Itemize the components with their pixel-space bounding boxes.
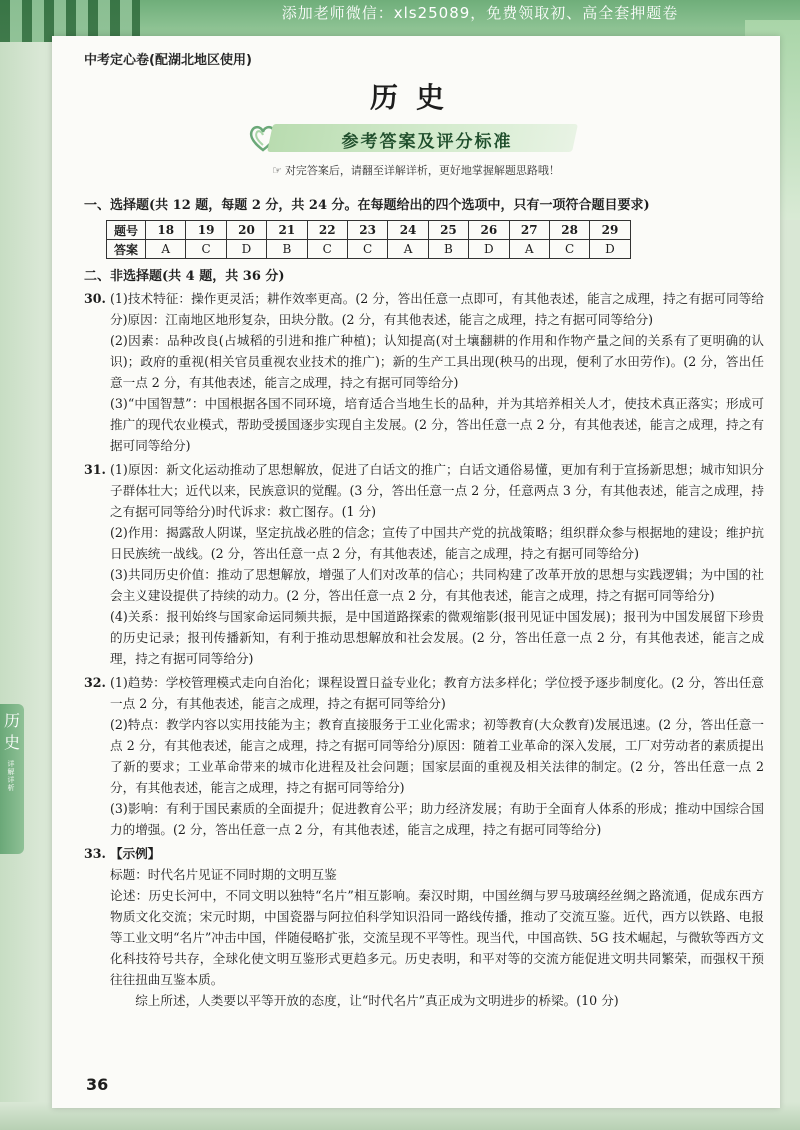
question-number: 22 [307, 221, 347, 240]
answer-cell: A [388, 240, 428, 259]
answer-cell: C [307, 240, 347, 259]
question-number-label: 31. [84, 462, 106, 477]
reading-tip [52, 162, 780, 178]
table-row [107, 221, 631, 240]
answer-paragraph: (3)影响：有利于国民素质的全面提升；促进教育公平；助力经济发展；有助于全面育人体系的形成；推动中国综合国力的增强。(2 分，答出任意一点 2 分，有其他表述，能言之成理，持之有据可同等给分) [110, 801, 764, 837]
question-33 [84, 843, 764, 1011]
answer-paragraph: (2)作用：揭露敌人阴谋，坚定抗战必胜的信念；宣传了中国共产党的抗战策略；组织群众参与根据地的建设；维护抗日民族统一战线。(2 分，答出任意一点 2 分，有其他表述，能言之成理，持之有据可同等给分) [110, 525, 764, 561]
answer-cell: A [509, 240, 549, 259]
nonchoice-section-title: 二、非选择题(共 4 题，共 36 分) [84, 269, 285, 284]
answer-cell: D [226, 240, 266, 259]
answer-paragraph: (1)趋势：学校管理模式走向自治化；课程设置日益专业化；教育方法多样化；学位授予逐步制度化。(2 分，答出任意一点 2 分，有其他表述，能言之成理，持之有据可同等给分) [110, 675, 764, 711]
question-number: 18 [146, 221, 186, 240]
answers-body [84, 288, 764, 1011]
answer-page [52, 36, 780, 1108]
answer-cell: B [267, 240, 307, 259]
question-31 [84, 459, 764, 669]
question-number: 19 [186, 221, 226, 240]
question-number: 27 [509, 221, 549, 240]
table-header-cell: 答案 [107, 240, 146, 259]
page-number: 36 [86, 1075, 109, 1094]
question-number: 24 [388, 221, 428, 240]
answer-table [106, 220, 631, 259]
pointing-hand-icon: ☞ [272, 164, 282, 177]
answer-paragraph: (3)“中国智慧”：中国根据各国不同环境，培育适合当地生长的品种，并为其培养相关人才，使技术真正落实；形成可推广的现代农业模式，帮助受援国逐步实现自主发展。(2 分，答出任意一点 2 分，有其他表述，能言之成理，持之有据可同等给分) [110, 396, 764, 453]
answer-cell: A [146, 240, 186, 259]
question-number: 28 [549, 221, 589, 240]
question-30 [84, 288, 764, 456]
essay-title: 标题：时代名片见证不同时期的文明互鉴 [110, 867, 337, 882]
answer-cell: D [590, 240, 630, 259]
left-decoration [0, 42, 40, 1102]
series-title: 中考定心卷(配湖北地区使用) [84, 53, 252, 68]
question-number-label: 32. [84, 675, 106, 690]
page-title: 历史 [369, 81, 462, 114]
question-number: 21 [267, 221, 307, 240]
banner-title: 参考答案及评分标准 [341, 132, 513, 152]
answer-cell: C [186, 240, 226, 259]
question-number: 23 [347, 221, 387, 240]
example-label: 【示例】 [110, 846, 161, 861]
table-row [107, 240, 631, 259]
essay-conclusion: 综上所述，人类要以平等开放的态度，让“时代名片”真正成为文明进步的桥梁。(10 分) [135, 993, 619, 1008]
answer-cell: B [428, 240, 468, 259]
answer-paragraph: (1)原因：新文化运动推动了思想解放，促进了白话文的推广；白话文通俗易懂，更加有利于宣扬新思想；城市知识分子群体壮大；近代以来，民族意识的觉醒。(3 分，答出任意一点 2 分，任意两点 3 分，有其他表述，能言之成理，持之有据可同等给分)时代诉求：救亡图存。(1 分) [110, 462, 764, 519]
answer-cell: C [347, 240, 387, 259]
answer-paragraph: (2)因素：品种改良(占城稻的引进和推广种植)；认知提高(对土壤翻耕的作用和作物产量之间的关系有了更明确的认识)；政府的重视(相关官员重视农业技术的推广)；新的生产工具出现(秧马的出现，便利了水田劳作)。(2 分，答出任意一点 2 分，有其他表述，能言之成理，持之有据可同等给分) [110, 333, 764, 390]
watermark-text: 添加老师微信：xls25089，免费领取初、高全套押题卷 [281, 4, 679, 22]
question-number: 25 [428, 221, 468, 240]
essay-body: 论述：历史长河中，不同文明以独特“名片”相互影响。秦汉时期，中国丝绸与罗马玻璃经丝绸之路流通，促成东西方物质文化交流；宋元时期，中国瓷器与阿拉伯科学知识沿同一路线传播，推动了交流互鉴。近代，西方以铁路、电报等工业文明“名片”冲击中国，伴随侵略扩张，交流呈现不平等性。现当代，中国高铁、5G 技术崛起，与微软等西方文化科技符号共存，全球化使文明互鉴形式更趋多元。历史表明，和平对等的交流方能促进文明共同繁荣，而强权干预往往扭曲互鉴本质。 [110, 888, 764, 987]
question-32 [84, 672, 764, 840]
answer-paragraph: (1)技术特征：操作更灵活；耕作效率更高。(2 分，答出任意一点即可，有其他表述，能言之成理，持之有据可同等给分)原因：江南地区地形复杂，田块分散。(2 分，有其他表述，能言之成理，持之有据可同等给分) [110, 291, 764, 327]
question-number: 29 [590, 221, 630, 240]
side-tab-label: 历史 [3, 711, 20, 752]
answer-cell: C [549, 240, 589, 259]
question-number-label: 30. [84, 291, 106, 306]
answer-paragraph: (4)关系：报刊始终与国家命运同频共振，是中国道路探索的微观缩影(报刊见证中国发展)；报刊为中国发展留下珍贵的历史记录；报刊传播新知，有利于推动思想解放和社会发展。(2 分，答出任意一点 2 分，有其他表述，能言之成理，持之有据可同等给分) [110, 609, 764, 666]
question-number: 26 [469, 221, 509, 240]
question-number-label: 33. [84, 846, 106, 861]
question-number: 20 [226, 221, 266, 240]
answer-cell: D [469, 240, 509, 259]
choice-section-title: 一、选择题(共 12 题，每题 2 分，共 24 分。在每题给出的四个选项中，只有一项符合题目要求) [84, 198, 650, 213]
table-header-cell: 题号 [107, 221, 146, 240]
tip-text: 对完答案后，请翻至详解详析，更好地掌握解题思路哦！ [284, 164, 560, 177]
answer-paragraph: (2)特点：教学内容以实用技能为主；教育直接服务于工业化需求；初等教育(大众教育)发展迅速。(2 分，答出任意一点 2 分，有其他表述，能言之成理，持之有据可同等给分)原因：随着工业革命的深入发展，工厂对劳动者的素质提出了新的要求；工业革命带来的城市化进程及社会问题；国家层面的重视及相关法律的制定。(2 分，答出任意一点 2 分，有其他表述，能言之成理，持之有据可同等给分) [110, 717, 764, 795]
side-tab-sublabel: 详解详析 [7, 760, 15, 792]
answer-paragraph: (3)共同历史价值：推动了思想解放，增强了人们对改革的信心；共同构建了改革开放的思想与实践逻辑；为中国的社会主义建设提供了持续的动力。(2 分，答出任意一点 2 分，有其他表述，能言之成理，持之有据可同等给分) [110, 567, 764, 603]
